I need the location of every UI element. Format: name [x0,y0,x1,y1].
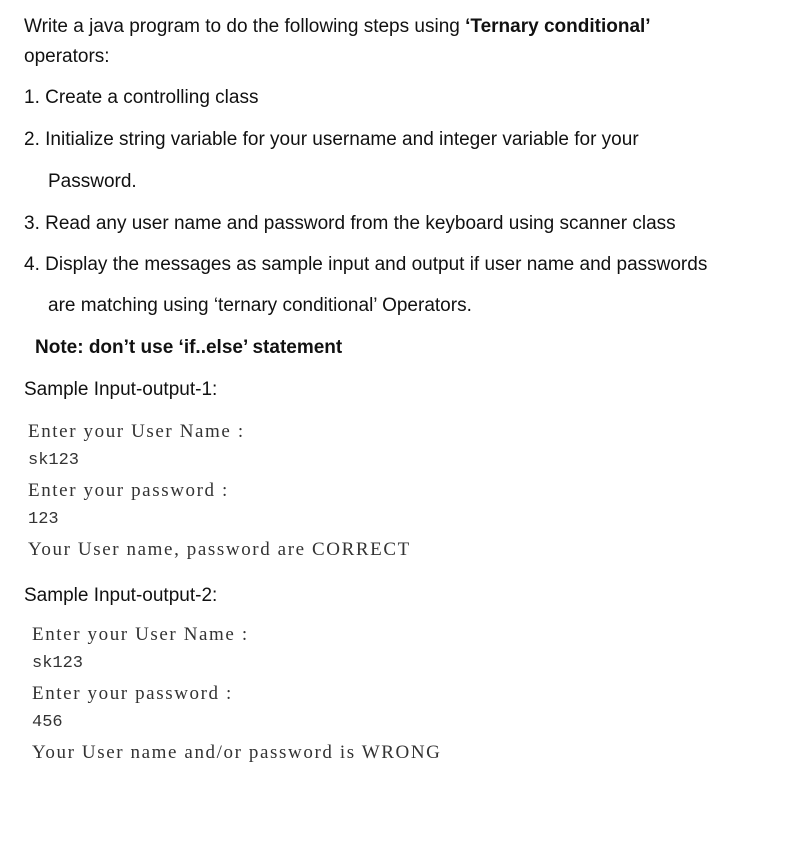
step-2-continued: Password. [48,171,137,192]
step-2: 2. Initialize string variable for your username and integer variable for your [24,129,639,150]
intro-text: Write a java program to do the following steps using [24,16,466,37]
sample-2-line-2: sk123 [32,654,84,673]
intro-emphasis: ‘Ternary conditional’ [465,16,651,37]
sample-1-heading: Sample Input-output-1: [24,379,218,400]
sample-2-line-1: Enter your User Name : [32,624,249,645]
sample-2-line-5: Your User name and/or password is WRONG [32,742,442,763]
intro-line-2: operators: [24,46,110,67]
sample-1-line-1: Enter your User Name : [28,421,245,442]
intro-line [24,15,651,39]
sample-2-line-3: Enter your password : [32,683,233,704]
sample-1-line-3: Enter your password : [28,480,229,501]
note: Note: don’t use ‘if..else’ statement [35,337,343,358]
sample-2-line-4: 456 [32,713,63,732]
step-1: 1. Create a controlling class [24,87,259,108]
sample-1-line-2: sk123 [28,451,80,470]
step-4: 4. Display the messages as sample input and output if user name and passwords [24,254,708,275]
sample-1-line-5: Your User name, password are CORRECT [28,539,411,560]
step-3: 3. Read any user name and password from the keyboard using scanner class [24,213,676,234]
sample-2-heading: Sample Input-output-2: [24,585,218,606]
sample-1-line-4: 123 [28,510,59,529]
step-4-continued: are matching using ‘ternary conditional’ Operators. [48,295,472,316]
